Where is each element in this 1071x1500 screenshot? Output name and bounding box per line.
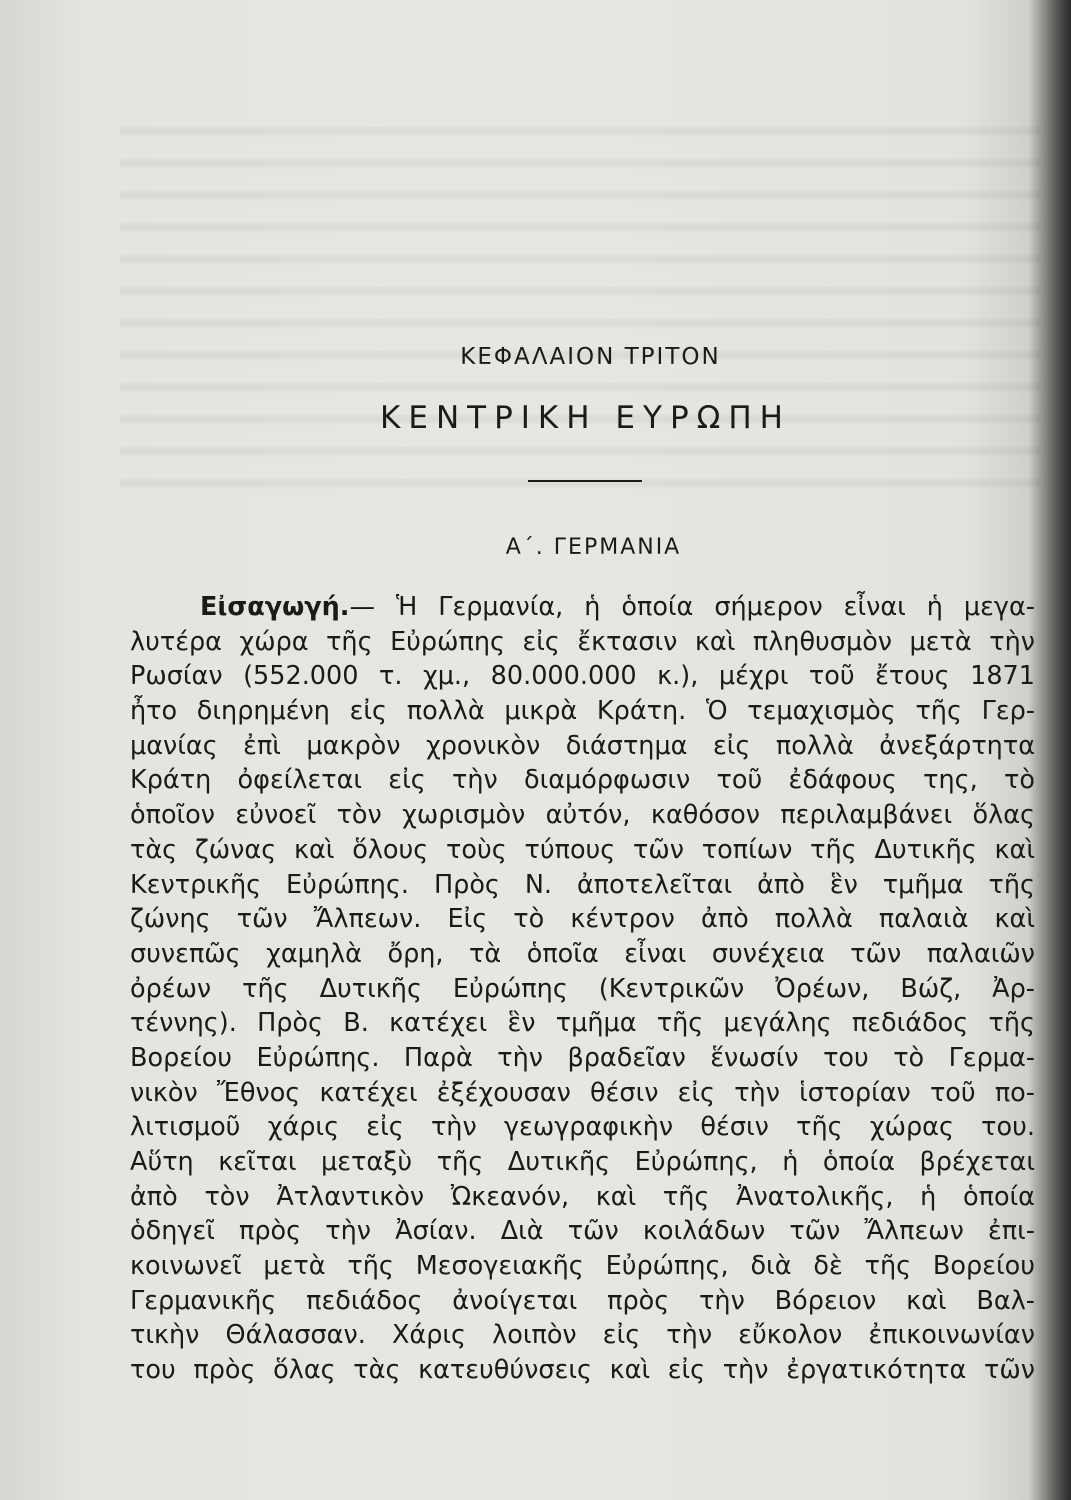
title-divider <box>528 480 642 482</box>
paragraph-line: λιτισμοῦ χάρις εἰς τὴν γεωγραφικὴν θέσιν τῆς χώρας του. <box>130 1112 1035 1143</box>
paragraph-line: ζώνης τῶν Ἄλπεων. Εἰς τὸ κέντρον ἀπὸ πολλὰ παλαιὰ καὶ <box>130 904 1035 935</box>
chapter-title: ΚΕΝΤΡΙΚΗ ΕΥΡΩΠΗ <box>380 400 791 436</box>
body-paragraph <box>130 590 1035 1388</box>
paragraph-line: νικὸν Ἔθνος κατέχει ἐξέχουσαν θέσιν εἰς τὴν ἱστορίαν τοῦ πο- <box>130 1077 1035 1108</box>
paragraph-line: ὀρέων τῆς Δυτικῆς Εὐρώπης (Κεντρικῶν Ὀρέων, Βώζ, Ἀρ- <box>130 973 1035 1004</box>
section-heading: Α΄. ΓΕΡΜΑΝΙΑ <box>505 535 682 560</box>
paragraph-line: Βορείου Εὐρώπης. Παρὰ τὴν βραδεῖαν ἕνωσίν του τὸ Γερμα- <box>130 1042 1035 1073</box>
paragraph-line: λυτέρα χώρα τῆς Εὐρώπης εἰς ἔκτασιν καὶ πληθυσμὸν μετὰ τὴν <box>130 626 1035 657</box>
paragraph-line: τικὴν Θάλασσαν. Χάρις λοιπὸν εἰς τὴν εὔκολον ἐπικοινωνίαν <box>130 1320 1035 1351</box>
paragraph-line: κοινωνεῖ μετὰ τῆς Μεσογειακῆς Εὐρώπης, διὰ δὲ τῆς Βορείου <box>130 1251 1035 1282</box>
paragraph-line: ἦτο διηρημένη εἰς πολλὰ μικρὰ Κράτη. Ὁ τεμαχισμὸς τῆς Γερ- <box>130 696 1035 727</box>
paragraph-line: ἀπὸ τὸν Ἀτλαντικὸν Ὠκεανόν, καὶ τῆς Ἀνατολικῆς, ἡ ὁποία <box>130 1181 1035 1212</box>
paragraph-line: συνεπῶς χαμηλὰ ὄρη, τὰ ὁποῖα εἶναι συνέχεια τῶν παλαιῶν <box>130 938 1035 969</box>
paragraph-line: Ρωσίαν (552.000 τ. χμ., 80.000.000 κ.), μέχρι τοῦ ἔτους 1871 <box>130 661 1035 692</box>
paragraph-line: ὁποῖον εὐνοεῖ τὸν χωρισμὸν αὐτόν, καθόσον περιλαμβάνει ὅλας <box>130 800 1035 831</box>
paragraph-first-line-text: — Ἡ Γερμανία, ἡ ὁποία σήμερον εἶναι ἡ μεγα- <box>349 592 1035 622</box>
paragraph-line: μανίας ἐπὶ μακρὸν χρονικὸν διάστημα εἰς πολλὰ ἀνεξάρτητα <box>130 730 1035 761</box>
chapter-number: ΚΕΦΑΛΑΙΟΝ ΤΡΙΤΟΝ <box>460 344 721 370</box>
paragraph-line: Κεντρικῆς Εὐρώπης. Πρὸς Ν. ἀποτελεῖται ἀπὸ ἓν τμῆμα τῆς <box>130 869 1035 900</box>
paragraph-line: Κράτη ὀφείλεται εἰς τὴν διαμόρφωσιν τοῦ ἐδάφους της, τὸ <box>130 765 1035 796</box>
paragraph-first-line <box>130 590 1035 625</box>
paragraph-line: τὰς ζώνας καὶ ὅλους τοὺς τύπους τῶν τοπίων τῆς Δυτικῆς καὶ <box>130 834 1035 865</box>
paragraph-line: Γερμανικῆς πεδιάδος ἀνοίγεται πρὸς τὴν Βόρειον καὶ Βαλ- <box>130 1285 1035 1316</box>
paragraph-line: τέννης). Πρὸς Β. κατέχει ἓν τμῆμα τῆς μεγάλης πεδιάδος τῆς <box>130 1008 1035 1039</box>
paragraph-line: Αὕτη κεῖται μεταξὺ τῆς Δυτικῆς Εὐρώπης, ἡ ὁποία βρέχεται <box>130 1147 1035 1177</box>
paragraph-line: ὁδηγεῖ πρὸς τὴν Ἀσίαν. Διὰ τῶν κοιλάδων τῶν Ἄλπεων ἐπι- <box>130 1216 1035 1247</box>
paragraph-lead: Εἰσαγωγή. <box>200 592 350 622</box>
paragraph-line: του πρὸς ὅλας τὰς κατευθύνσεις καὶ εἰς τὴν ἐργατικότητα τῶν <box>130 1355 1035 1386</box>
